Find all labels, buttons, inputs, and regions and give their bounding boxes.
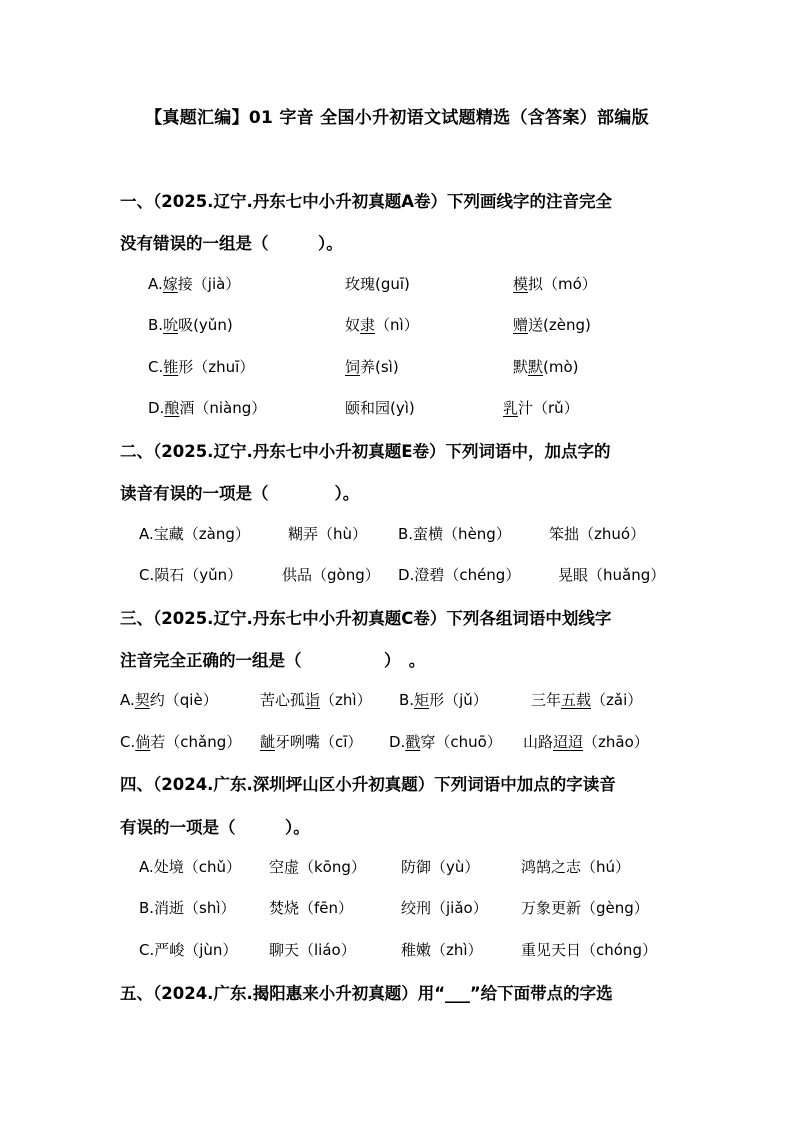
question-2-line-1: 二、（2025.辽宁.丹东七中小升初真题E卷）下列词语中，加点字的	[120, 442, 611, 461]
question-1-line-1: 一、（2025.辽宁.丹东七中小升初真题A卷）下列画线字的注音完全	[120, 192, 612, 211]
q3-option-d-2: 山路迢迢（zhāo）	[523, 733, 649, 751]
q4-option-b-2: 焚烧（fēn）	[269, 899, 354, 917]
document-title: 【真题汇编】01 字音 全国小升初语文试题精选（含答案）部编版	[145, 108, 649, 128]
question-4-line-1: 四、（2024.广东.深圳坪山区小升初真题）下列词语中加点的字读音	[120, 775, 616, 794]
q3-option-b-1: B.矩形（jǔ）	[399, 691, 488, 709]
question-1-line-2: 没有错误的一组是（ ）。	[120, 234, 343, 253]
q1-option-a-2: 玫瑰(guī)	[345, 275, 410, 293]
q2-option-a-1: A.宝藏（zàng）	[139, 525, 250, 543]
q4-option-c-4: 重见天日（chóng）	[521, 941, 657, 959]
q2-option-a-2: 糊弄（hù）	[288, 525, 368, 543]
q4-option-c-1: C.严峻（jùn）	[139, 941, 238, 959]
q4-option-a-1: A.处境（chǔ）	[139, 858, 242, 876]
q3-option-c-2: 龇牙咧嘴（cī）	[260, 733, 363, 751]
q1-option-d-2: 颐和园(yì)	[345, 399, 415, 417]
q4-option-b-3: 绞刑（jiǎo）	[401, 899, 488, 917]
q1-option-a-3: 模拟（mó）	[513, 275, 597, 293]
q1-option-b-1: B.吮吸(yǔn)	[148, 316, 233, 334]
q3-option-b-2: 三年五载（zǎi）	[531, 691, 643, 709]
q2-option-b-1: B.蛮横（hèng）	[398, 525, 511, 543]
q1-option-a-1: A.嫁接（jià）	[148, 275, 241, 293]
q2-option-c-2: 供品（gòng）	[282, 566, 380, 584]
q4-option-b-1: B.消逝（shì）	[139, 899, 236, 917]
question-5-line-1: 五、（2024.广东.揭阳惠来小升初真题）用“___”给下面带点的字选	[120, 984, 613, 1003]
q4-option-b-4: 万象更新（gèng）	[521, 899, 649, 917]
q1-option-b-3: 赠送(zèng)	[513, 316, 591, 334]
q3-option-c-1: C.倘若（chǎng）	[120, 733, 242, 751]
question-4-line-2: 有误的一项是（ ）。	[120, 818, 310, 837]
q3-option-a-1: A.契约（qiè）	[120, 691, 218, 709]
question-3-line-1: 三、（2025.辽宁.丹东七中小升初真题C卷）下列各组词语中划线字	[120, 609, 612, 628]
q3-option-d-1: D.戳穿（chuō）	[389, 733, 502, 751]
q3-option-a-2: 苦心孤诣（zhì）	[260, 691, 372, 709]
q1-option-c-3: 默默(mò)	[513, 358, 579, 376]
q1-option-c-1: C.锥形（zhuī）	[148, 358, 255, 376]
q2-option-c-1: C.陨石（yǔn）	[139, 566, 243, 584]
q1-option-c-2: 饲养(sì)	[345, 358, 399, 376]
question-3-line-2: 注音完全正确的一组是（ ） 。	[120, 651, 426, 670]
q4-option-a-2: 空虚（kōng）	[269, 858, 366, 876]
q4-option-c-3: 稚嫩（zhì）	[401, 941, 483, 959]
q1-option-d-3: 乳汁（rǔ）	[503, 399, 579, 417]
q1-option-d-1: D.酿酒（niàng）	[148, 399, 267, 417]
q2-option-d-1: D.澄碧（chéng）	[398, 566, 521, 584]
q2-option-b-2: 笨拙（zhuó）	[549, 525, 646, 543]
q4-option-a-3: 防御（yù）	[401, 858, 480, 876]
q1-option-b-2: 奴隶（nì）	[345, 316, 419, 334]
q4-option-a-4: 鸿鹄之志（hú）	[521, 858, 631, 876]
q2-option-d-2: 晃眼（huǎng）	[558, 566, 666, 584]
q4-option-c-2: 聊天（liáo）	[269, 941, 356, 959]
question-2-line-2: 读音有误的一项是（ ）。	[120, 484, 360, 503]
